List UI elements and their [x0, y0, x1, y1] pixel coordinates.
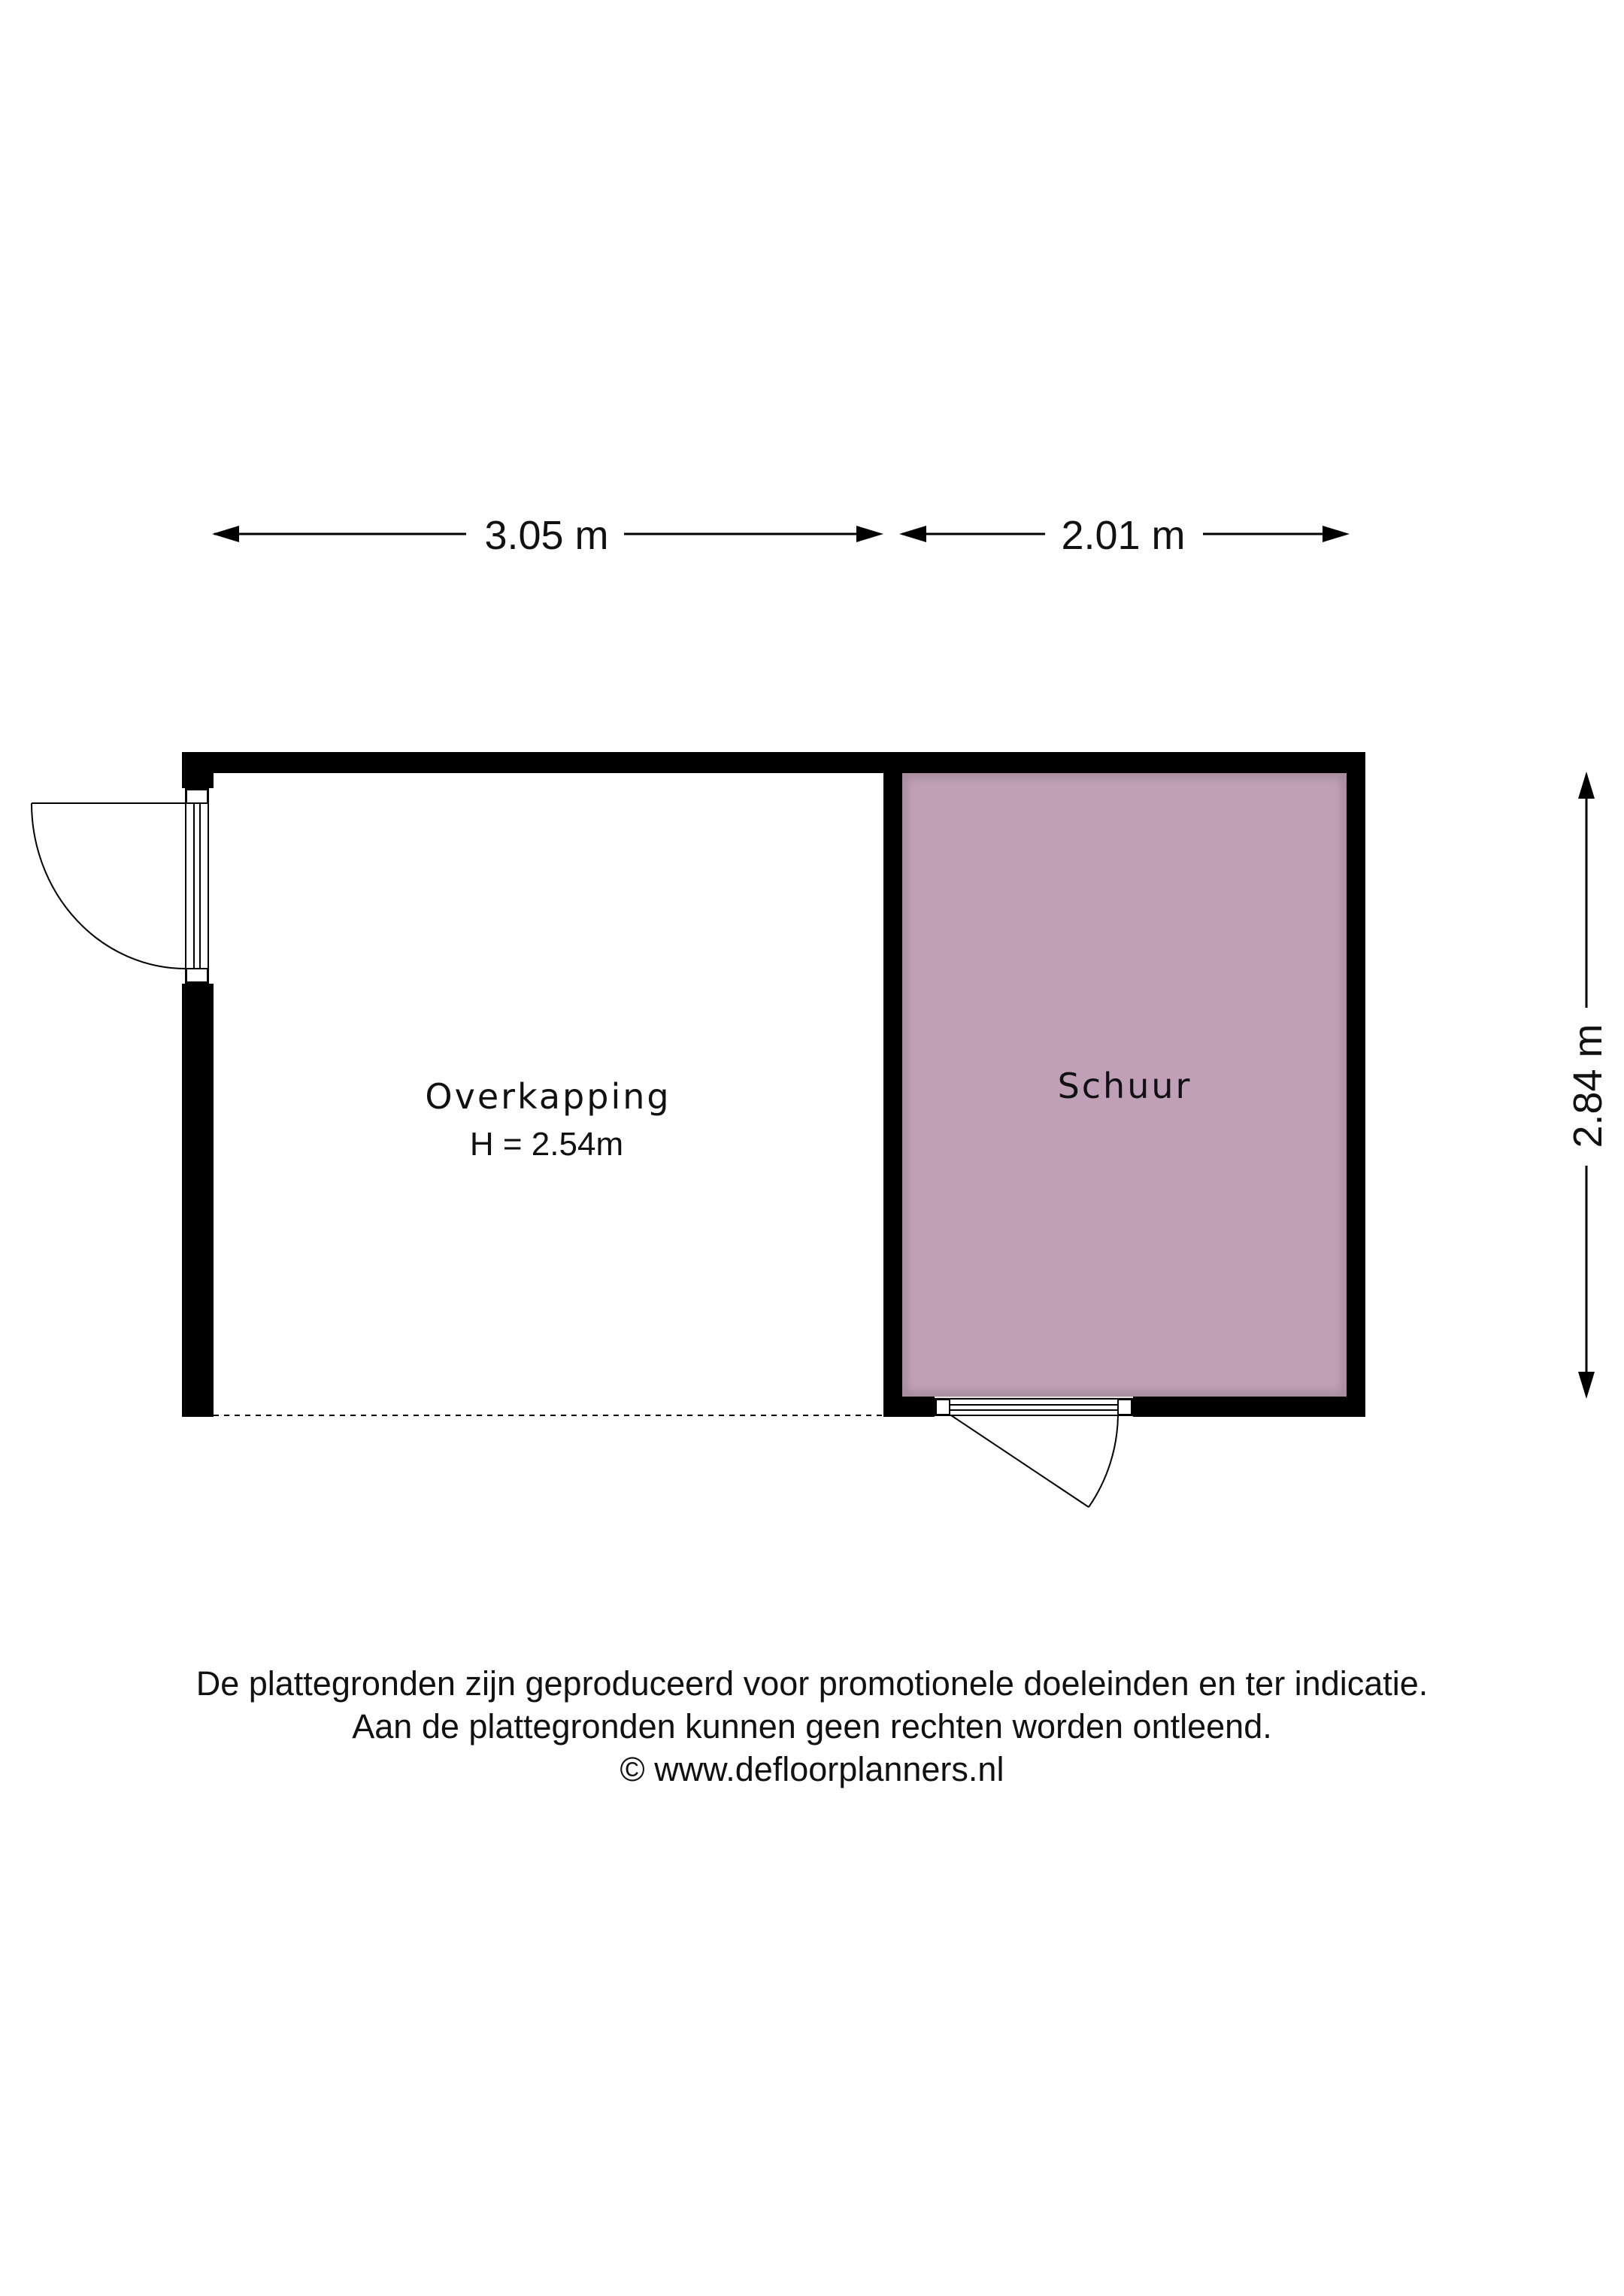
door-left — [32, 788, 208, 984]
dimension-width-left — [212, 513, 883, 558]
wall-top — [182, 752, 1365, 773]
wall-middle — [883, 752, 902, 1417]
room-label-schuur: Schuur — [1057, 1066, 1192, 1106]
door-bottom — [935, 1399, 1133, 1507]
dimension-width-right — [899, 513, 1350, 558]
wall-right — [1347, 752, 1365, 1417]
dimension-width-right-label: 2.01 m — [1061, 513, 1186, 558]
disclaimer — [0, 1662, 1624, 1791]
wall-bottom-left — [883, 1397, 935, 1417]
disclaimer-line-2: Aan de plattegronden kunnen geen rechten worden ontleend. — [352, 1707, 1272, 1746]
copyright-line: © www.defloorplanners.nl — [620, 1750, 1004, 1788]
wall-left-bottom — [182, 984, 214, 1417]
wall-left-top — [182, 752, 214, 788]
room-label-overkapping: Overkapping — [425, 1076, 671, 1117]
room-height-overkapping: H = 2.54m — [469, 1126, 624, 1163]
dimension-height — [1565, 772, 1610, 1399]
disclaimer-line-1: De plattegronden zijn geproduceerd voor promotionele doeleinden en ter indicatie. — [195, 1664, 1429, 1703]
wall-bottom-right — [1133, 1397, 1365, 1417]
dimension-height-label: 2.84 m — [1565, 1024, 1610, 1148]
dimension-width-left-label: 3.05 m — [484, 513, 609, 558]
